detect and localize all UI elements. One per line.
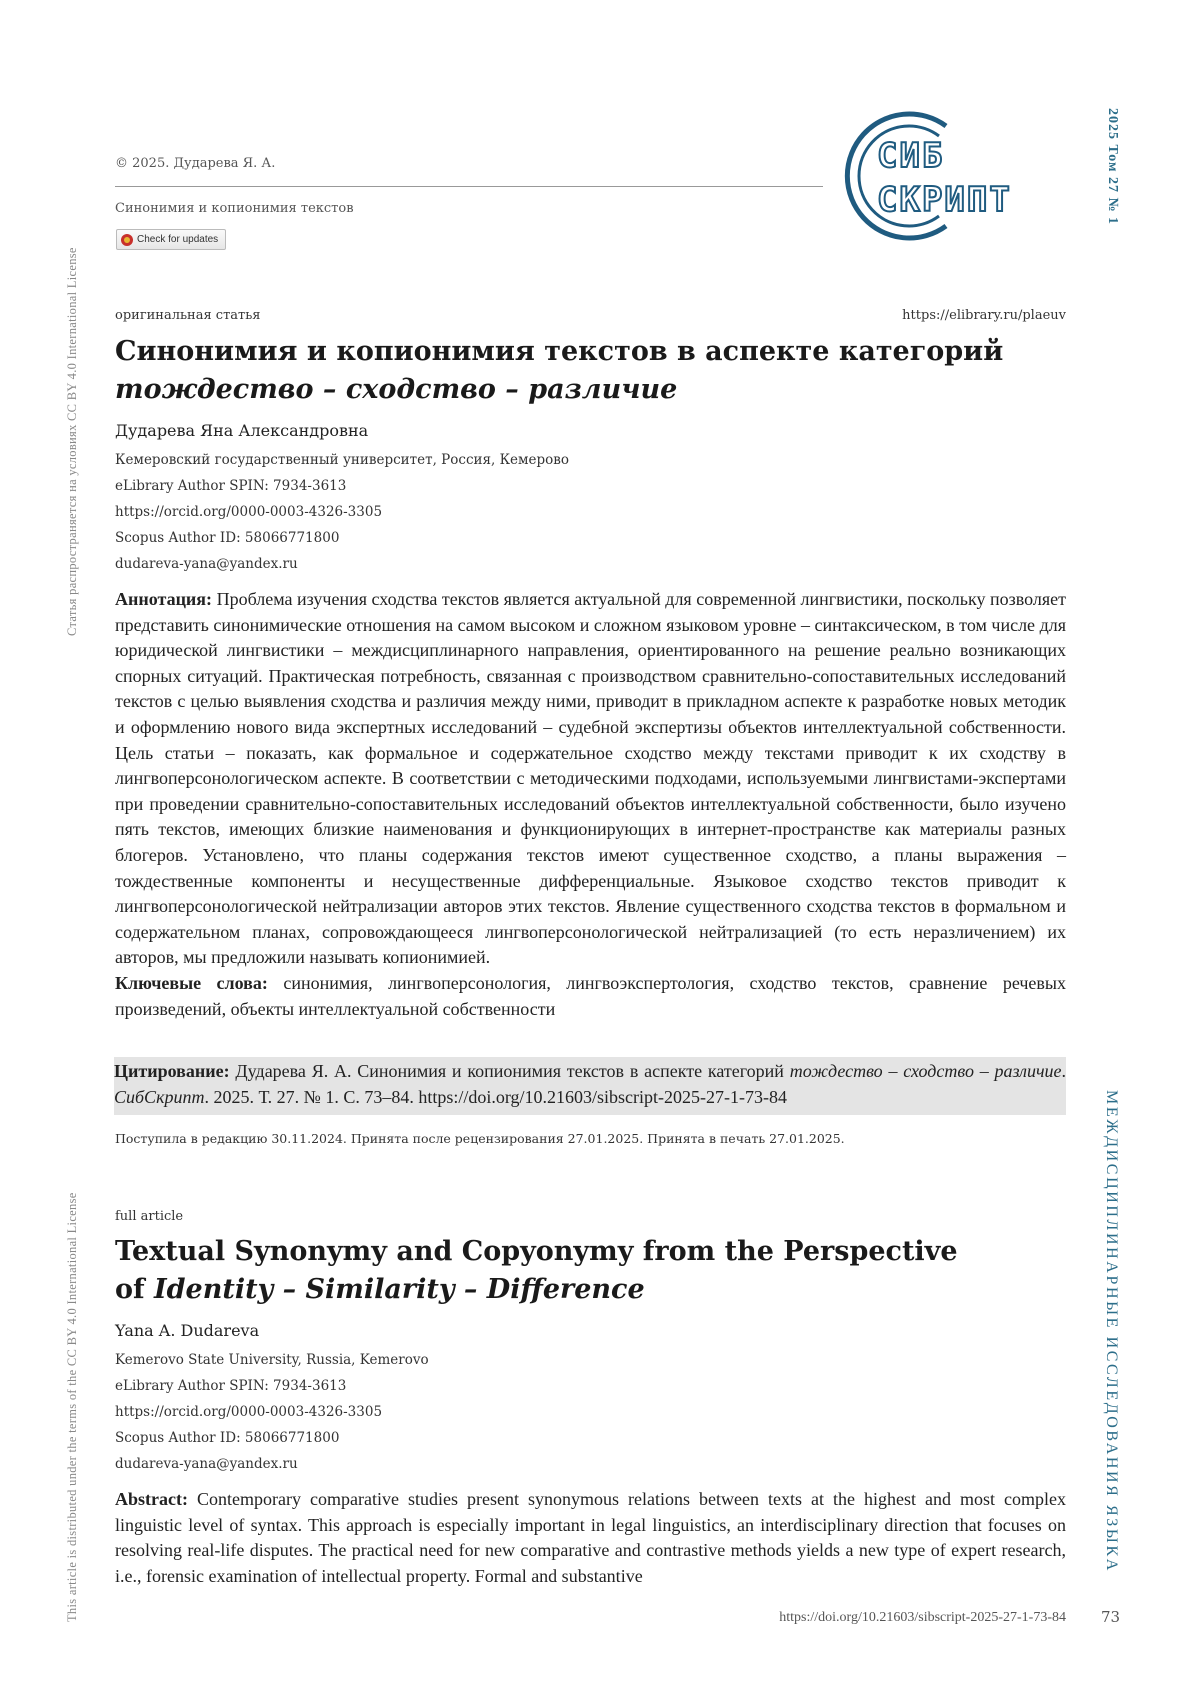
check-updates-label: Check for updates — [137, 234, 219, 245]
citation-box — [114, 1057, 1066, 1115]
citation-part2: . — [1061, 1061, 1067, 1081]
title-ru-line2: тождество – сходство – различие — [115, 374, 678, 405]
title-en-italic: Identity – Similarity – Difference — [154, 1274, 645, 1305]
title-ru-line1: Синонимия и копионимия текстов в аспекте категорий — [115, 336, 1004, 367]
abstract-ru — [115, 587, 1066, 1022]
citation-italic1: тождество – сходство – различие — [789, 1061, 1062, 1081]
abstract-text-en: Contemporary comparative studies present synonymous relations between texts at the highest and most complex linguistic level of syntax. This approach is especially important in legal linguistics, an interdisciplinary direction that focuses on resolving real-life disputes. The practical need for new comparative and contrastive methods yields a new type of expert research, i.e., forensic examination of intellectual property. Formal and substantive — [115, 1489, 1066, 1586]
header-divider — [115, 186, 823, 187]
logo-ring-icon — [838, 108, 968, 244]
section-vertical: МЕЖДИСЦИПЛИНАРНЫЕ ИССЛЕДОВАНИЯ ЯЗЫКА — [1103, 1090, 1120, 1573]
abstract-en — [115, 1487, 1066, 1589]
title-en — [115, 1233, 1075, 1309]
scopus-en: Scopus Author ID: 58066771800 — [115, 1430, 340, 1446]
orcid-en[interactable]: https://orcid.org/0000-0003-4326-3305 — [115, 1404, 383, 1420]
keywords-ru: синонимия, лингвоперсонология, лингвоэкспертология, сходство текстов, сравнение речевых произведений, объекты интеллектуальной собственности — [115, 972, 1066, 1019]
title-en-of: of — [115, 1274, 145, 1305]
citation-part3: . 2025. Т. 27. № 1. С. 73–84. https://doi.org/10.21603/sibscript-2025-27-1-73-84 — [204, 1086, 788, 1107]
title-en-line1: Textual Synonymy and Copyonymy from the Perspective — [115, 1236, 958, 1267]
abstract-label-en: Abstract: — [115, 1489, 188, 1509]
keywords-label-ru: Ключевые слова: — [115, 972, 268, 993]
title-ru — [115, 333, 1075, 409]
license-en-vertical: This article is distributed under the terms of the CC BY 4.0 International License — [65, 1192, 79, 1622]
author-meta-ru — [115, 447, 569, 577]
email-ru[interactable]: dudareva-yana@yandex.ru — [115, 556, 298, 572]
scopus-ru: Scopus Author ID: 58066771800 — [115, 530, 340, 546]
abstract-text-ru: Проблема изучения сходства текстов является актуальной для современной лингвистики, поскольку позволяет представить синонимические отношения на самом высоком и сложном языковом уровне – синтаксическом, в том числе для юридической лингвистики – междисциплинарного направления, ориентированного на решение реально возникающих спорных ситуаций. Практическая потребность, связанная с производством сравнительно-сопоставительных исследований текстов с целью выявления сходства и различия между ними, приводит в прикладном аспекте к разработке новых методик и оформлению нового вида экспертных исследований – судебной экспертизы объектов интеллектуальной собственности. Цель статьи – показать, как формальное и содержательное сходство между текстами приводит к их сходству в лингвоперсонологическом аспекте. В соответствии с методическими подходами, используемыми лингвистами-экспертами при проведении сравнительно-сопоставительных исследований объектов интеллектуальной собственности, было изучено пять текстов, имеющих близкие наименования и функционирующих в интернет-пространстве как материалы разных блогеров. Установлено, что планы содержания текстов имеют существенное сходство, а планы выражения – тождественные компоненты и несущественные дифференциальные. Языковое сходство текстов приводит к лингвоперсонологической нейтрализации авторов этих текстов. Явление существенного сходства текстов в формальном и содержательном планах, сопровождающееся лингвоперсонологической нейтрализацией (то есть неразличением) их авторов, мы предложили называть копионимией. — [115, 589, 1067, 968]
citation-text — [114, 1059, 1066, 1110]
logo-text-1: СИБ — [877, 136, 945, 176]
elibrary-link[interactable]: https://elibrary.ru/plaeuv — [902, 308, 1066, 323]
footer-doi[interactable]: https://doi.org/10.21603/sibscript-2025-27-1-73-84 — [779, 1610, 1066, 1625]
abstract-label-ru: Аннотация: — [115, 589, 213, 609]
author-en: Yana A. Dudareva — [115, 1321, 260, 1340]
page-number: 73 — [1101, 1608, 1121, 1626]
check-updates-button[interactable] — [116, 229, 226, 250]
logo-text-2: СКРИПТ — [877, 180, 1012, 220]
affiliation-ru: Кемеровский государственный университет, Россия, Кемерово — [115, 452, 570, 468]
title-en-line2 — [115, 1271, 1075, 1309]
crossmark-icon — [121, 234, 133, 246]
affiliation-en: Kemerovo State University, Russia, Kemerovo — [115, 1352, 429, 1368]
citation-label: Цитирование: — [114, 1061, 230, 1081]
dates-ru: Поступила в редакцию 30.11.2024. Принята после рецензирования 27.01.2025. Принята в печать 27.01.2025. — [115, 1131, 845, 1146]
license-ru-vertical: Статья распространяется на условиях CC BY 4.0 International License — [65, 247, 79, 636]
article-type-en: full article — [115, 1209, 184, 1224]
orcid-ru[interactable]: https://orcid.org/0000-0003-4326-3305 — [115, 504, 383, 520]
copyright: © 2025. Дударева Я. А. — [115, 156, 276, 171]
citation-part1: Дударева Я. А. Синонимия и копионимия текстов в аспекте категорий — [235, 1061, 784, 1081]
email-en[interactable]: dudareva-yana@yandex.ru — [115, 1456, 298, 1472]
article-type-ru: оригинальная статья — [115, 308, 261, 323]
author-ru: Дударева Яна Александровна — [115, 421, 369, 440]
spin-en: eLibrary Author SPIN: 7934-3613 — [115, 1378, 347, 1394]
running-title: Синонимия и копионимия текстов — [115, 201, 354, 216]
spin-ru: eLibrary Author SPIN: 7934-3613 — [115, 478, 347, 494]
citation-journal: СибСкрипт — [114, 1086, 205, 1107]
issue-vertical: 2025 Том 27 № 1 — [1105, 108, 1120, 226]
author-meta-en — [115, 1347, 429, 1477]
